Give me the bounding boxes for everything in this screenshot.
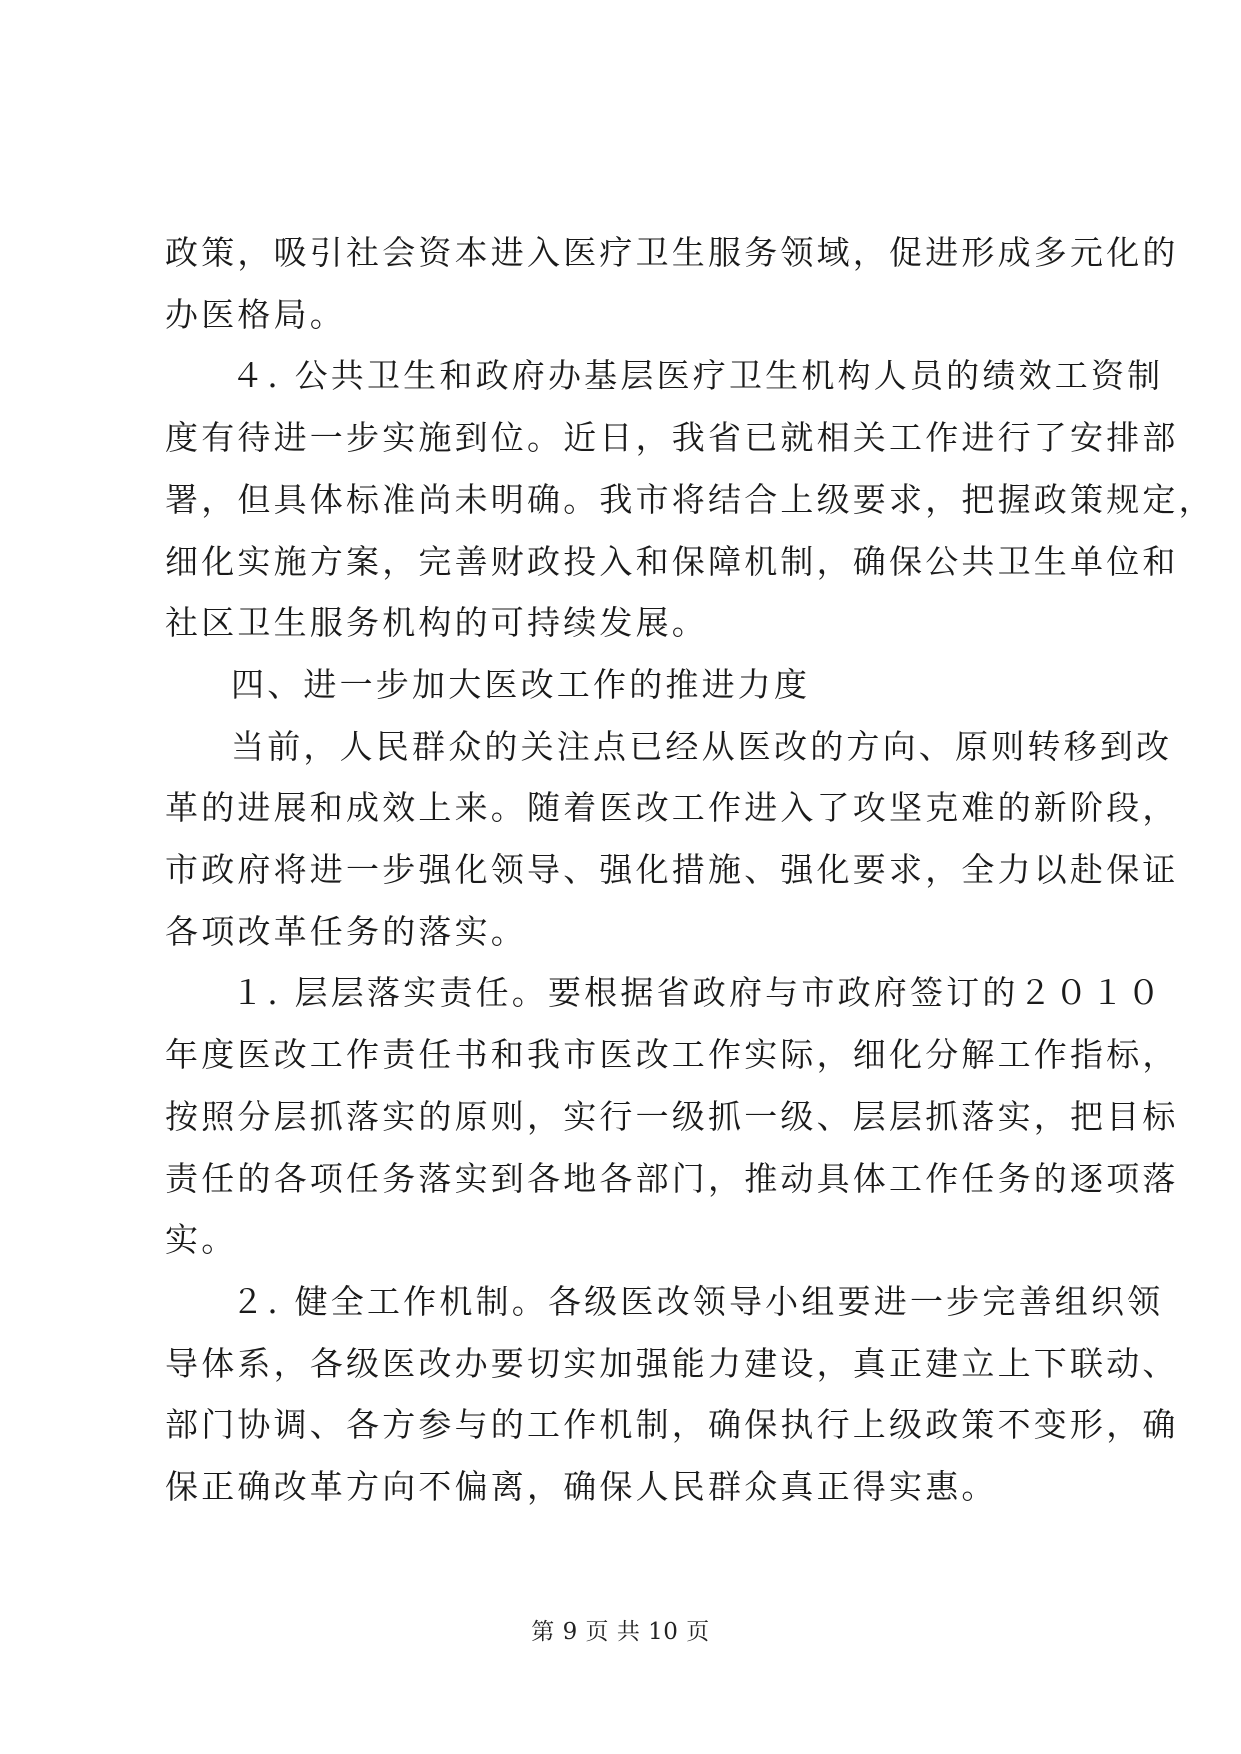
text-line: 各项改革任务的落实。 <box>165 911 527 951</box>
text-line: 度有待进一步实施到位。近日，我省已就相关工作进行了安排部 <box>165 418 1179 458</box>
text-line: 实。 <box>165 1220 238 1260</box>
text-line: ２. 健全工作机制。各级医改领导小组要进一步完善组织领 <box>231 1281 1164 1321</box>
document-body <box>165 222 1215 1518</box>
text-line: 保正确改革方向不偏离，确保人民群众真正得实惠。 <box>165 1467 998 1507</box>
paragraph-item-2 <box>165 1271 1179 1518</box>
text-line: 革的进展和成效上来。随着医改工作进入了攻坚克难的新阶段， <box>165 788 1179 828</box>
text-line: 当前，人民群众的关注点已经从医改的方向、原则转移到改 <box>231 726 1173 766</box>
section-heading-4 <box>165 654 1083 716</box>
text-line: 细化实施方案，完善财政投入和保障机制，确保公共卫生单位和 <box>165 541 1179 581</box>
page-number-label: 第 9 页 共 10 页 <box>531 1619 710 1645</box>
section-heading-text: 四、进一步加大医改工作的推进力度 <box>231 664 811 704</box>
text-line: 社区卫生服务机构的可持续发展。 <box>165 603 708 643</box>
paragraph-policy-continuation <box>165 222 1179 345</box>
text-line: 责任的各项任务落实到各地各部门，推动具体工作任务的逐项落 <box>165 1158 1179 1198</box>
text-line: 部门协调、各方参与的工作机制，确保执行上级政策不变形，确 <box>165 1405 1179 1445</box>
text-line: 政策，吸引社会资本进入医疗卫生服务领域，促进形成多元化的 <box>165 233 1179 272</box>
text-line: 办医格局。 <box>165 294 346 334</box>
text-line: １. 层层落实责任。要根据省政府与市政府签订的２０１０ <box>231 973 1164 1013</box>
text-line: 年度医改工作责任书和我市医改工作实际，细化分解工作指标， <box>165 1035 1179 1075</box>
text-line: 市政府将进一步强化领导、强化措施、强化要求，全力以赴保证 <box>165 850 1179 890</box>
paragraph-item-4 <box>165 345 1215 654</box>
text-line: 按照分层抓落实的原则，实行一级抓一级、层层抓落实，把目标 <box>165 1096 1179 1136</box>
text-line: ４. 公共卫生和政府办基层医疗卫生机构人员的绩效工资制 <box>231 356 1164 396</box>
page-footer <box>0 1613 1241 1646</box>
text-line: 署，但具体标准尚未明确。我市将结合上级要求，把握政策规定， <box>165 479 1215 519</box>
text-line: 导体系，各级医改办要切实加强能力建设，真正建立上下联动、 <box>165 1343 1179 1383</box>
paragraph-item-1 <box>165 962 1179 1271</box>
paragraph-current-situation <box>165 716 1179 963</box>
